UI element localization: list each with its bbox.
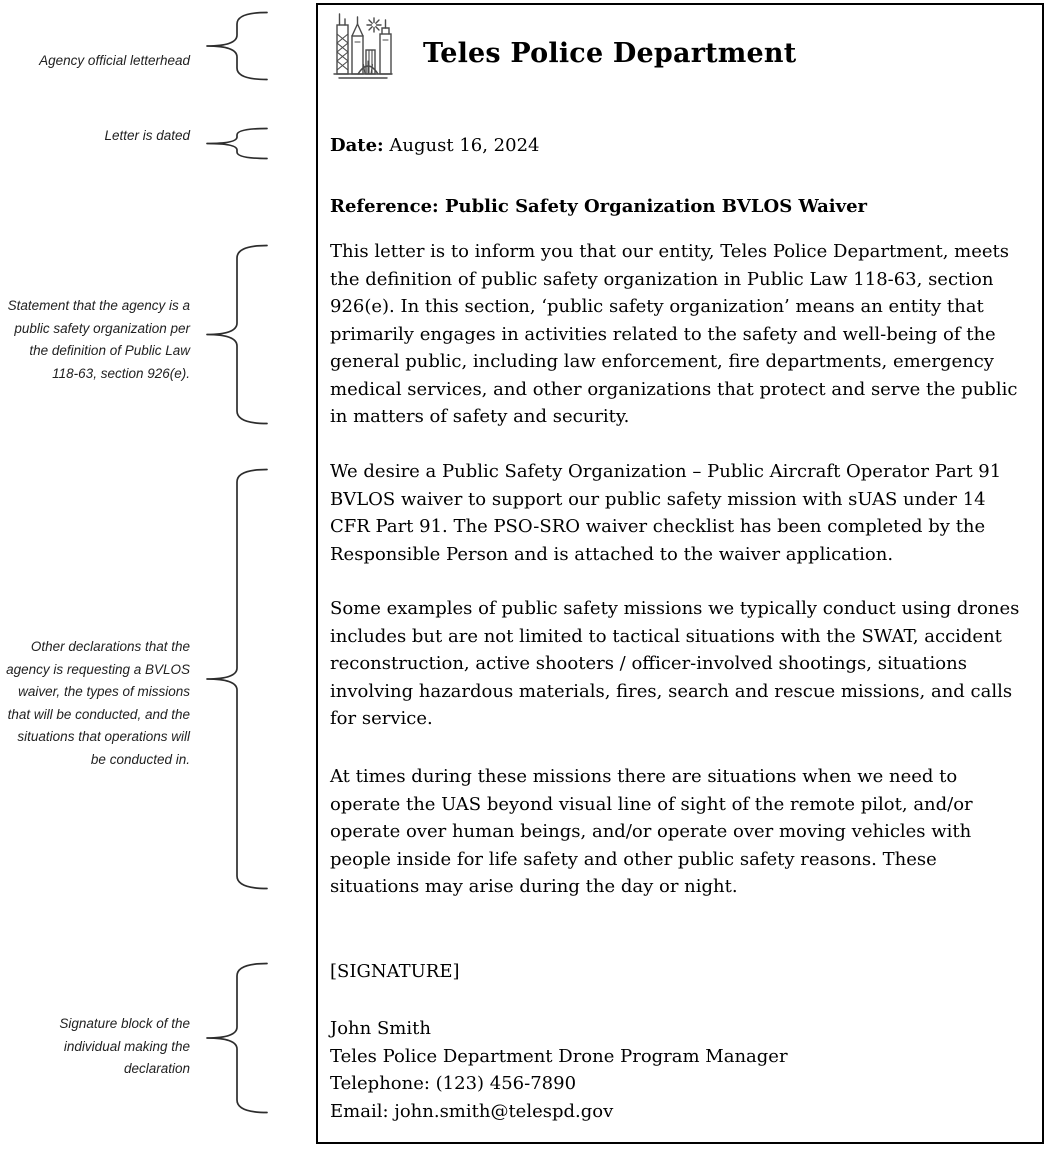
- annotation-letterhead-label: Agency official letterhead: [39, 53, 190, 68]
- signatory-name: John Smith: [330, 1018, 431, 1039]
- annotation-dated: [0, 125, 190, 148]
- annotation-declarations: [0, 636, 190, 771]
- curly-brace-statement: [205, 244, 269, 425]
- signature-block: [330, 1015, 1030, 1125]
- reference-line: Reference: Public Safety Organization BVLOS Waiver: [330, 196, 868, 217]
- annotation-signature-label: Signature block of the individual making the declaration: [59, 1016, 190, 1076]
- annotation-letterhead: [0, 50, 190, 73]
- annotation-statement: [0, 295, 190, 385]
- sun-sparkle-icon: [367, 18, 381, 32]
- curly-brace-dated: [205, 127, 269, 160]
- curly-brace-declarations: [205, 468, 269, 890]
- date-value: August 16, 2024: [389, 135, 540, 156]
- signatory-telephone: Telephone: (123) 456-7890: [330, 1073, 577, 1094]
- signatory-title: Teles Police Department Drone Program Manager: [330, 1045, 788, 1067]
- curly-brace-signature: [205, 962, 269, 1114]
- date-line: [330, 132, 1030, 160]
- annotation-signature: [0, 1013, 190, 1081]
- annotation-declarations-label: Other declarations that the agency is requesting a BVLOS waiver, the types of missions that will be conducted, and the situations that operations will be conducted in.: [6, 639, 190, 767]
- annotation-dated-label: Letter is dated: [104, 128, 190, 143]
- signatory-email: Email: john.smith@telespd.gov: [330, 1100, 614, 1122]
- annotation-statement-label: Statement that the agency is a public safety organization per the definition of Public Law 118-63, section 926(e).: [7, 298, 190, 381]
- date-label: Date:: [330, 135, 384, 156]
- paragraph-definition: This letter is to inform you that our entity, Teles Police Department, meets the definition of public safety organization in Public Law 118-63, section 926(e). In this section, ‘public safety organization’ means an entity that primarily engages in activities related to the safety and well-being of the general public, including law enforcement, fire departments, emergency medical services, and other organizations that protect and serve the public in matters of safety and security.: [330, 241, 1018, 427]
- paragraph-waiver-request: We desire a Public Safety Organization – Public Aircraft Operator Part 91 BVLOS waiver to support our public safety mission with sUAS under 14 CFR Part 91. The PSO-SRO waiver checklist has been completed by the Responsible Person and is attached to the waiver application.: [330, 461, 1002, 565]
- signature-placeholder: [SIGNATURE]: [330, 961, 460, 982]
- letter-document: [316, 3, 1044, 1144]
- paragraph-mission-examples: Some examples of public safety missions we typically conduct using drones includes but are not limited to tactical situations with the SWAT, accident reconstruction, active shooters / officer-involved shootings, situations involving hazardous materials, fires, search and rescue missions, and calls for service.: [330, 598, 1020, 729]
- letterhead-title: Teles Police Department: [423, 38, 797, 69]
- paragraph-bvlos-situations: At times during these missions there are situations when we need to operate the UAS beyond visual line of sight of the remote pilot, and/or operate over human beings, and/or operate over moving vehicles with people inside for life safety and other public safety reasons. These situations may arise during the day or night.: [330, 766, 973, 897]
- city-skyline-icon: [330, 12, 396, 84]
- curly-brace-letterhead: [205, 11, 269, 81]
